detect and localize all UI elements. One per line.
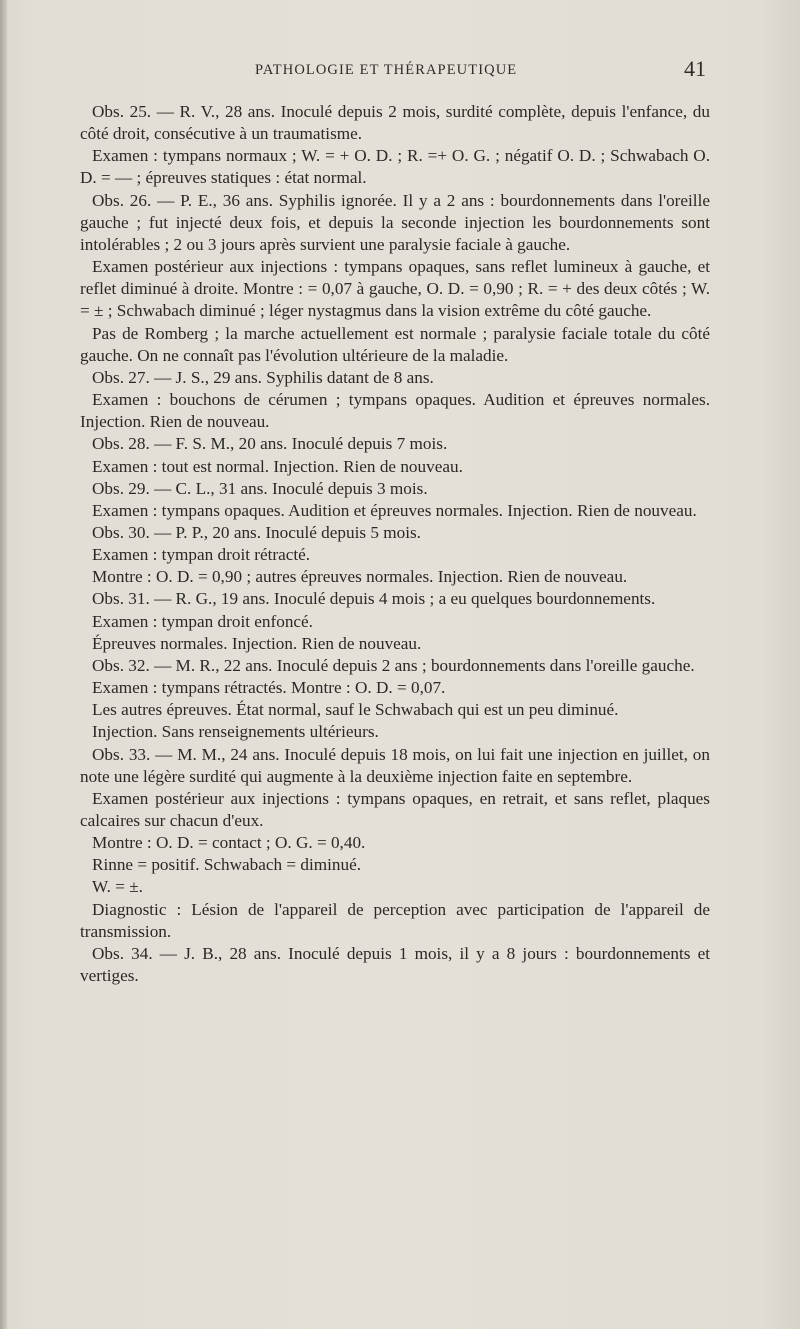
paragraph-examen-29: Examen : tympans opaques. Audition et épreuves normales. Injection. Rien de nouveau.: [92, 500, 697, 520]
paragraph-obs-34: Obs. 34. — J. B., 28 ans. Inoculé depuis 1 mois, il y a 8 jours : bourdonnements et vertiges.: [80, 943, 710, 986]
paragraph-obs-27: Obs. 27. — J. S., 29 ans. Syphilis datant de 8 ans.: [92, 367, 434, 387]
paragraph-injection-32: Injection. Sans renseignements ultérieurs.: [92, 722, 379, 742]
page-number: 41: [684, 56, 706, 81]
paragraph-examen-32: Examen : tympans rétractés. Montre : O. D. = 0,07.: [92, 678, 446, 698]
paragraph-montre-33: Montre : O. D. = contact ; O. G. = 0,40.: [92, 833, 366, 853]
running-title: PATHOLOGIE ET THÉRAPEUTIQUE: [255, 62, 518, 78]
paragraph-examen-31: Examen : tympan droit enfoncé.: [92, 611, 313, 631]
paragraph-obs-31: Obs. 31. — R. G., 19 ans. Inoculé depuis 4 mois ; a eu quelques bourdonnements.: [92, 589, 656, 609]
paragraph-examen-33: Examen postérieur aux injections : tympans opaques, en retrait, et sans reflet, plaques calcaires sur chacun d'eux.: [80, 788, 710, 830]
paragraph-obs-25: Obs. 25. — R. V., 28 ans. Inoculé depuis 2 mois, surdité complète, depuis l'enfance, du côté droit, consécutive à un traumatisme.: [80, 102, 710, 144]
paragraph-obs-32: Obs. 32. — M. R., 22 ans. Inoculé depuis 2 ans ; bourdonnements dans l'oreille gauche.: [92, 655, 695, 675]
paragraph-romberg-26: Pas de Romberg ; la marche actuellement est normale ; paralysie faciale totale du côté gauche. On ne connaît pas l'évolution ultérieure de la maladie.: [80, 323, 710, 365]
paragraph-examen-30: Examen : tympan droit rétracté.: [92, 545, 311, 565]
page-spine-shadow: [0, 0, 7, 1329]
paragraph-diagnostic-33: Diagnostic : Lésion de l'appareil de perception avec participation de l'appareil de transmission.: [80, 899, 710, 941]
paragraph-examen-26: Examen postérieur aux injections : tympans opaques, sans reflet lumineux à gauche, et reflet diminué à droite. Montre : = 0,07 à gauche, O. D. = 0,90 ; R. = + des deux côtés ; W. = ± ; Schwabach diminué ; léger nystagmus dans la vision extrême du côté gauche.: [80, 257, 710, 321]
paragraph-examen-25: Examen : tympans normaux ; W. = + O. D. ; R. =+ O. G. ; négatif O. D. ; Schwabach O. D. = — ; épreuves statiques : état normal.: [80, 146, 710, 188]
paragraph-examen-28: Examen : tout est normal. Injection. Rien de nouveau.: [92, 456, 463, 476]
paragraph-epreuves-31: Épreuves normales. Injection. Rien de nouveau.: [92, 633, 422, 653]
paragraph-obs-29: Obs. 29. — C. L., 31 ans. Inoculé depuis 3 mois.: [92, 478, 428, 498]
paragraph-obs-30: Obs. 30. — P. P., 20 ans. Inoculé depuis 5 mois.: [92, 522, 421, 542]
paragraph-examen-27: Examen : bouchons de cérumen ; tympans opaques. Audition et épreuves normales. Injection. Rien de nouveau.: [80, 390, 710, 432]
paragraph-rinne-33: Rinne = positif. Schwabach = diminué.: [92, 855, 362, 875]
paragraph-obs-28: Obs. 28. — F. S. M., 20 ans. Inoculé depuis 7 mois.: [92, 434, 448, 454]
paragraph-obs-33: Obs. 33. — M. M., 24 ans. Inoculé depuis 18 mois, on lui fait une injection en juillet, on note une légère surdité qui augmente à la deuxième injection faite en septembre.: [80, 744, 710, 786]
paragraph-montre-30: Montre : O. D. = 0,90 ; autres épreuves normales. Injection. Rien de nouveau.: [92, 567, 628, 587]
paragraph-weber-33: W. = ±.: [92, 877, 143, 897]
body-text: [80, 101, 710, 987]
paragraph-epreuves-32: Les autres épreuves. État normal, sauf le Schwabach qui est un peu diminué.: [92, 700, 619, 720]
page-header: [0, 56, 800, 86]
paragraph-obs-26: Obs. 26. — P. E., 36 ans. Syphilis ignorée. Il y a 2 ans : bourdonnements dans l'oreille gauche ; fut injecté deux fois, et depuis la seconde injection les bourdonnements sont intolérables ; 2 ou 3 jours après survient une paralysie faciale à gauche.: [80, 190, 710, 254]
